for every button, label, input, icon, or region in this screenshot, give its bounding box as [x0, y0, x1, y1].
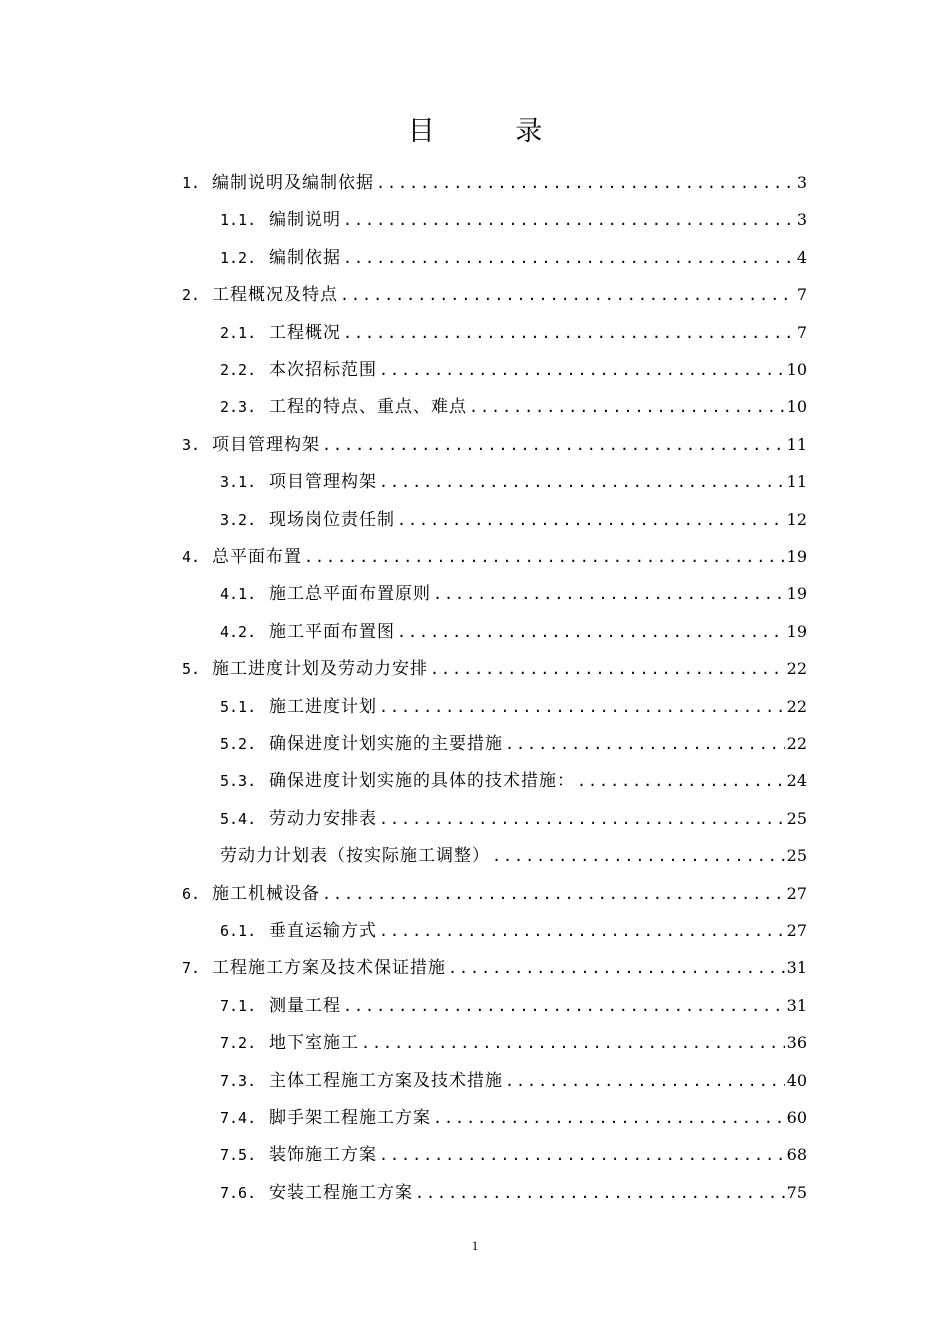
toc-entry-title: 总平面布置 — [212, 547, 302, 567]
toc-entry-number: 3.1. — [220, 473, 257, 492]
toc-entry-page: 68 — [786, 1145, 807, 1165]
toc-entry-number: 1.2. — [220, 248, 257, 267]
toc-entry-title: 确保进度计划实施的具体的技术措施： — [269, 771, 575, 792]
toc-leader-dots — [415, 1175, 785, 1212]
toc-entry-page: 40 — [786, 1070, 807, 1090]
toc-leader-dots — [343, 202, 795, 239]
toc-entry-title: 编制说明及编制依据 — [212, 173, 374, 193]
toc-entry[interactable] — [220, 912, 807, 949]
toc-entry-page: 22 — [786, 696, 807, 716]
toc-entry-number: 7.5. — [220, 1146, 257, 1165]
toc-entry-title: 测量工程 — [269, 995, 341, 1016]
toc-entry-page: 24 — [786, 771, 807, 791]
toc-entry[interactable] — [220, 688, 807, 725]
toc-entry-page: 4 — [796, 247, 807, 267]
toc-entry-number: 5. — [182, 660, 201, 679]
page-number: 1 — [471, 1238, 479, 1253]
toc-leader-dots — [448, 950, 785, 987]
toc-entry-title: 施工机械设备 — [212, 883, 320, 904]
toc-entry-title: 劳动力计划表（按实际施工调整） — [220, 846, 490, 867]
toc-entry-page: 75 — [786, 1182, 807, 1202]
toc-entry[interactable] — [220, 1099, 807, 1136]
toc-leader-dots — [379, 1137, 785, 1174]
toc-leader-dots — [379, 913, 785, 950]
toc-entry-title: 工程概况 — [269, 322, 341, 343]
toc-entry-number: 7.4. — [220, 1109, 257, 1127]
toc-entry[interactable] — [182, 426, 807, 463]
toc-entry-title: 施工进度计划及劳动力安排 — [212, 659, 428, 680]
toc-entry-number: 7.1. — [220, 996, 257, 1015]
toc-entry-page: 10 — [786, 397, 807, 417]
toc-entry-page: 7 — [796, 285, 807, 305]
toc-entry[interactable] — [182, 949, 807, 986]
toc-entry[interactable] — [220, 314, 807, 351]
toc-entry[interactable] — [220, 987, 807, 1024]
toc-leader-dots — [343, 988, 785, 1025]
toc-entry-page: 19 — [786, 584, 807, 604]
toc-entry-number: 1.1. — [220, 211, 257, 230]
toc-leader-dots — [322, 427, 785, 464]
toc-entry-number: 7. — [182, 959, 201, 978]
toc-leader-dots — [433, 1100, 785, 1137]
toc-entry-number: 5.2. — [220, 735, 257, 753]
toc-leader-dots — [322, 876, 785, 913]
toc-entry[interactable] — [220, 1136, 807, 1173]
toc-entry-title: 装饰施工方案 — [269, 1145, 377, 1166]
toc-entry-number: 2.1. — [220, 323, 257, 342]
toc-entry-title: 地下室施工 — [269, 1033, 359, 1054]
toc-entry-page: 22 — [786, 734, 807, 753]
toc-leader-dots — [304, 539, 785, 576]
toc-entry-title: 项目管理构架 — [212, 434, 320, 455]
toc-entry-title: 劳动力安排表 — [269, 808, 377, 829]
toc-leader-dots — [505, 726, 785, 763]
toc-entry-number: 5.1. — [220, 697, 257, 716]
toc-entry-number: 7.2. — [220, 1034, 257, 1053]
toc-entry[interactable] — [182, 875, 807, 912]
toc-entry-number: 6.1. — [220, 922, 257, 940]
page-title: 目 录 — [407, 116, 579, 147]
toc-entry-number: 3.2. — [220, 510, 257, 529]
toc-entry[interactable] — [220, 837, 807, 874]
toc-entry-title: 项目管理构架 — [269, 472, 377, 493]
toc-entry[interactable] — [220, 463, 807, 500]
toc-leader-dots — [397, 614, 785, 651]
toc-entry[interactable] — [220, 613, 807, 650]
toc-entry-number: 7.6. — [220, 1183, 257, 1202]
toc-entry-page: 60 — [786, 1108, 807, 1127]
toc-entry[interactable] — [220, 762, 807, 799]
toc-entry[interactable] — [220, 239, 807, 276]
toc-entry-title: 主体工程施工方案及技术措施 — [269, 1070, 503, 1091]
toc-entry[interactable] — [182, 164, 807, 201]
toc-leader-dots — [376, 165, 795, 202]
toc-entry-title: 垂直运输方式 — [269, 921, 377, 941]
toc-entry-page: 31 — [786, 995, 807, 1015]
toc-entry-title: 施工进度计划 — [269, 696, 377, 717]
toc-entry-page: 10 — [786, 360, 807, 379]
toc-entry-number: 3. — [182, 435, 201, 454]
toc-leader-dots — [379, 352, 785, 389]
toc-leader-dots — [469, 389, 785, 426]
toc-leader-dots — [343, 315, 795, 352]
toc-entry[interactable] — [220, 351, 807, 388]
toc-entry-page: 27 — [786, 883, 807, 903]
toc-entry-page: 7 — [796, 322, 807, 342]
toc-entry-title: 工程概况及特点 — [212, 285, 338, 306]
toc-leader-dots — [430, 651, 785, 688]
toc-entry[interactable] — [220, 725, 807, 762]
toc-entry-number: 5.4. — [220, 809, 257, 828]
toc-entry[interactable] — [182, 276, 807, 313]
toc-entry[interactable] — [220, 1174, 807, 1211]
toc-entry-number: 2.3. — [220, 398, 257, 417]
toc-entry-title: 安装工程施工方案 — [269, 1182, 413, 1203]
toc-entry-title: 本次招标范围 — [269, 360, 377, 380]
toc-entry-page: 11 — [786, 434, 807, 454]
toc-entry-page: 22 — [786, 659, 807, 679]
toc-entry-title: 工程的特点、重点、难点 — [269, 397, 467, 418]
toc-entry[interactable] — [220, 800, 807, 837]
toc-entry-page: 31 — [786, 958, 807, 978]
toc-entry-page: 11 — [786, 472, 807, 492]
toc-entry-page: 25 — [786, 846, 807, 866]
toc-entry-page: 19 — [786, 621, 807, 641]
toc-leader-dots — [361, 1025, 785, 1062]
toc-leader-dots — [577, 763, 785, 800]
toc-entry-title: 现场岗位责任制 — [269, 509, 395, 530]
toc-entry[interactable] — [220, 388, 807, 425]
toc-entry[interactable] — [220, 1024, 807, 1061]
toc-leader-dots — [397, 502, 785, 539]
toc-entry-number: 2. — [182, 286, 201, 305]
toc-entry-page: 3 — [796, 173, 807, 192]
toc-entry-page: 19 — [786, 547, 807, 566]
toc-leader-dots — [379, 801, 785, 838]
toc-entry-number: 6. — [182, 884, 201, 903]
toc-entry[interactable] — [220, 501, 807, 538]
toc-entry-number: 2.2. — [220, 361, 257, 379]
toc-entry-title: 编制说明 — [269, 210, 341, 231]
toc-entry-page: 25 — [786, 808, 807, 828]
toc-leader-dots — [505, 1063, 785, 1100]
toc-entry-title: 脚手架工程施工方案 — [269, 1108, 431, 1128]
toc-entry-page: 36 — [786, 1033, 807, 1053]
toc-entry-number: 4.2. — [220, 622, 257, 641]
toc-entry-title: 工程施工方案及技术保证措施 — [212, 958, 446, 979]
toc-leader-dots — [379, 689, 785, 726]
toc-entry[interactable] — [220, 201, 807, 238]
toc-leader-dots — [343, 240, 795, 277]
toc-entry[interactable] — [220, 1062, 807, 1099]
toc-entry-title: 施工平面布置图 — [269, 621, 395, 642]
toc-entry-page: 27 — [786, 921, 807, 940]
toc-entry-number: 1. — [182, 174, 201, 192]
toc-entry-page: 12 — [786, 509, 807, 529]
toc-entry[interactable] — [182, 538, 807, 575]
toc-leader-dots — [340, 277, 795, 314]
toc-entry-title: 编制依据 — [269, 247, 341, 268]
toc-entry-number: 4. — [182, 548, 201, 566]
toc-entry[interactable] — [182, 650, 807, 687]
toc-entry-number: 5.3. — [220, 772, 257, 791]
toc-entry-page: 3 — [796, 210, 807, 230]
toc-leader-dots — [379, 464, 785, 501]
toc-entry-title: 确保进度计划实施的主要措施 — [269, 734, 503, 754]
toc-entry[interactable] — [220, 575, 807, 612]
toc-leader-dots — [492, 838, 785, 875]
toc-entry-title: 施工总平面布置原则 — [269, 584, 431, 605]
toc-entry-number: 4.1. — [220, 585, 257, 604]
toc-leader-dots — [433, 576, 785, 613]
toc-entry-number: 7.3. — [220, 1071, 257, 1090]
